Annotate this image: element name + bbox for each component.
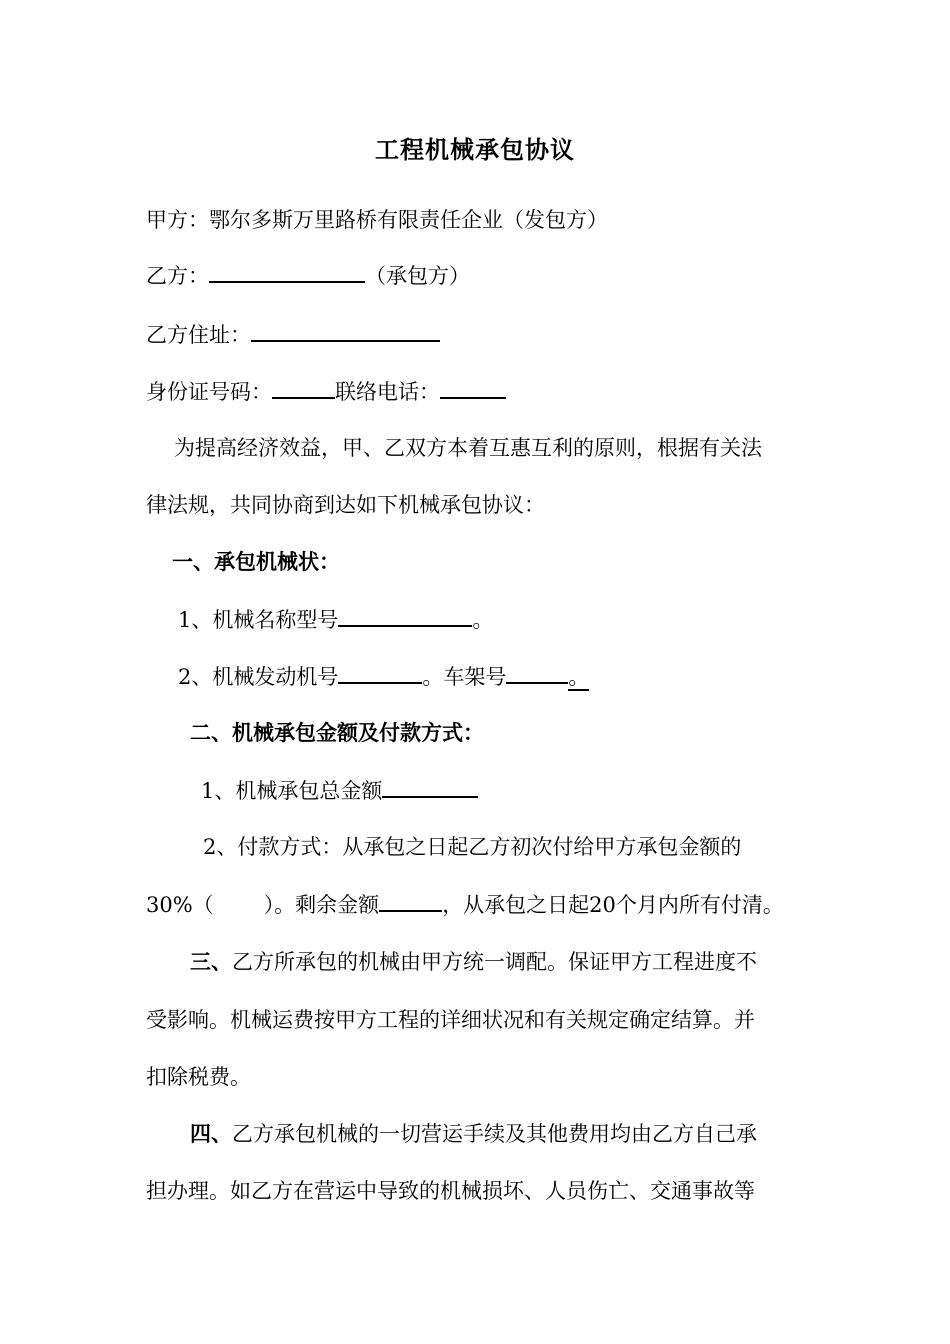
phone-blank xyxy=(440,377,506,399)
remaining-amount-blank xyxy=(379,890,442,912)
section1-heading: 一、承包机械状： xyxy=(172,549,340,574)
total-amount-blank xyxy=(382,776,478,798)
section2-item1-label: 1、机械承包总金额 xyxy=(201,779,383,803)
section3-line3: 扣除税费。 xyxy=(146,1065,251,1089)
party-b-label: 乙方： xyxy=(146,264,209,288)
section1-item1-label: 1、机械名称型号 xyxy=(178,608,339,632)
section2-item1 xyxy=(201,776,478,805)
section3-line2: 受影响。机械运费按甲方工程的详细状况和有关规定确定结算。并 xyxy=(146,1008,755,1032)
preamble-line-2: 律法规，共同协商到达如下机械承包协议： xyxy=(146,493,545,517)
section1-item1-end: 。 xyxy=(472,608,494,632)
section3-heading: 三、 xyxy=(190,949,232,974)
section1-item2-end: 。 xyxy=(568,665,590,689)
section2-item2-line1: 2、付款方式：从承包之日起乙方初次付给甲方承包金额的 xyxy=(203,835,742,859)
section2-item2-line2 xyxy=(146,890,784,919)
party-a-line: 甲方：鄂尔多斯万里路桥有限责任企业（发包方） xyxy=(146,208,608,232)
party-b-address-label: 乙方住址： xyxy=(146,323,251,347)
remaining-amount-label: ）。剩余金额 xyxy=(263,893,380,917)
section4-line2: 担办理。如乙方在营运中导致的机械损坏、人员伤亡、交通事故等 xyxy=(146,1179,755,1203)
section1-item2-label: 2、机械发动机号 xyxy=(178,665,339,689)
party-b-blank xyxy=(209,261,365,283)
section3-text-1: 乙方所承包的机械由甲方统一调配。保证甲方工程进度不 xyxy=(232,950,757,974)
first-payment-text: 30%（ xyxy=(146,893,214,917)
chassis-number-blank xyxy=(506,662,568,684)
document-title: 工程机械承包协议 xyxy=(375,135,575,164)
id-number-label: 身份证号码： xyxy=(146,380,272,404)
chassis-number-label: 。车架号 xyxy=(422,665,507,689)
section3-line1 xyxy=(190,948,757,976)
party-b-address-line xyxy=(146,320,440,349)
machine-model-blank xyxy=(338,605,472,627)
preamble-line-1: 为提高经济效益，甲、乙双方本着互惠互利的原则，根据有关法 xyxy=(174,436,762,460)
section4-heading: 四、 xyxy=(190,1121,232,1146)
party-b-suffix: （承包方） xyxy=(365,264,470,288)
payment-deadline-text: ，从承包之日起20个月内所有付清。 xyxy=(442,893,784,917)
party-b-address-blank xyxy=(251,320,440,342)
id-phone-line xyxy=(146,377,506,406)
engine-number-blank xyxy=(338,662,422,684)
section4-line1 xyxy=(190,1120,757,1148)
phone-label: 联络电话： xyxy=(335,380,440,404)
section1-item1 xyxy=(178,605,493,634)
section1-item2 xyxy=(178,662,589,691)
party-b-line xyxy=(146,261,470,290)
id-number-blank xyxy=(272,377,335,399)
section2-heading: 二、机械承包金额及付款方式： xyxy=(190,720,484,745)
section4-text-1: 乙方承包机械的一切营运手续及其他费用均由乙方自己承 xyxy=(232,1122,757,1146)
